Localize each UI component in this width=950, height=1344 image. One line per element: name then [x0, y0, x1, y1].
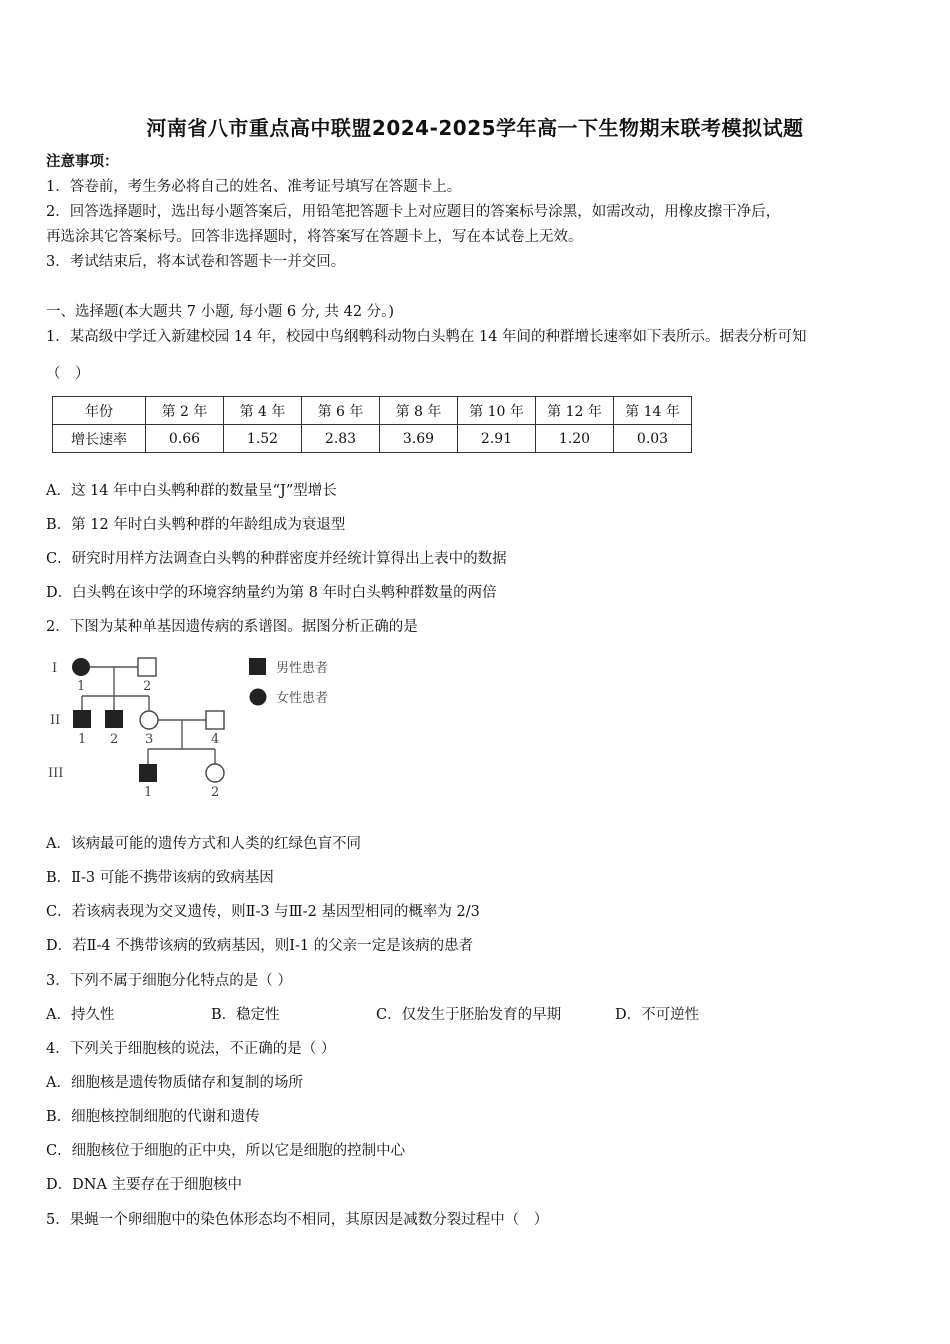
table-row [53, 397, 692, 425]
pedigree-unaffected-male [206, 711, 224, 729]
table-header-cell: 第 12 年 [536, 397, 614, 425]
table-cell: 2.91 [458, 425, 536, 453]
generation-label-2: II [50, 713, 61, 728]
pedigree-number: 3 [145, 732, 154, 747]
table-cell: 2.83 [302, 425, 380, 453]
q2-option-d: D．若Ⅱ-4 不携带该病的致病基因，则Ⅰ-1 的父亲一定是该病的患者 [46, 938, 474, 954]
pedigree-affected-male [73, 710, 91, 728]
page-title: 河南省八市重点高中联盟2024-2025学年高一下生物期末联考模拟试题 [146, 116, 804, 140]
table-cell: 0.66 [146, 425, 224, 453]
pedigree-unaffected-female [140, 711, 158, 729]
q2-stem: 2．下图为某种单基因遗传病的系谱图。据图分析正确的是 [46, 619, 418, 635]
legend-male-symbol [249, 658, 266, 675]
q4-option-b: B．细胞核控制细胞的代谢和遗传 [46, 1109, 260, 1125]
table-header-cell: 第 14 年 [614, 397, 692, 425]
pedigree-number: 2 [110, 732, 119, 747]
q1-stem: 1．某高级中学迁入新建校园 14 年，校园中鸟纲鹎科动物白头鹎在 14 年间的种群增长速率如下表所示。据表分析可知 [46, 329, 807, 345]
pedigree-affected-male [105, 710, 123, 728]
table-header-cell: 第 4 年 [224, 397, 302, 425]
pedigree-unaffected-male [138, 658, 156, 676]
generation-label-1: I [52, 661, 58, 676]
table-row [53, 425, 692, 453]
q3-option-d: D．不可逆性 [615, 1007, 700, 1023]
q4-option-a: A．细胞核是遗传物质储存和复制的场所 [46, 1075, 303, 1091]
legend-female-label: 女性患者 [276, 691, 329, 706]
table-header-cell: 第 6 年 [302, 397, 380, 425]
pedigree-number: 2 [143, 679, 152, 694]
pedigree-unaffected-female [206, 764, 224, 782]
notice-item: 再选涂其它答案标号。回答非选择题时，将答案写在答题卡上，写在本试卷上无效。 [46, 229, 583, 245]
table-cell: 1.52 [224, 425, 302, 453]
q3-stem: 3．下列不属于细胞分化特点的是（ ） [46, 973, 292, 989]
q4-option-c: C．细胞核位于细胞的正中央，所以它是细胞的控制中心 [46, 1143, 406, 1159]
pedigree-number: 1 [77, 679, 86, 694]
notice-item: 3．考试结束后，将本试卷和答题卡一并交回。 [46, 254, 346, 270]
q1-option-a: A．这 14 年中白头鹎种群的数量呈“J”型增长 [46, 483, 337, 499]
q1-option-c: C．研究时用样方法调查白头鹎的种群密度并经统计算得出上表中的数据 [46, 551, 507, 567]
q4-option-d: D．DNA 主要存在于细胞核中 [46, 1177, 243, 1193]
q3-option-b: B．稳定性 [211, 1007, 280, 1023]
section-heading: 一、选择题(本大题共 7 小题, 每小题 6 分, 共 42 分。) [46, 304, 395, 320]
table-header-cell: 第 2 年 [146, 397, 224, 425]
pedigree-affected-male [139, 764, 157, 782]
table-cell: 1.20 [536, 425, 614, 453]
q2-option-c: C．若该病表现为交叉遗传，则Ⅱ-3 与Ⅲ-2 基因型相同的概率为 2/3 [46, 904, 480, 920]
table-cell: 0.03 [614, 425, 692, 453]
table-header-cell: 第 8 年 [380, 397, 458, 425]
table-header-cell: 年份 [53, 397, 146, 425]
q2-option-a: A．该病最可能的遗传方式和人类的红绿色盲不同 [46, 836, 361, 852]
table-header-cell: 第 10 年 [458, 397, 536, 425]
legend-male-label: 男性患者 [276, 661, 329, 676]
notice-item: 1．答卷前，考生务必将自己的姓名、准考证号填写在答题卡上。 [46, 179, 462, 195]
q3-option-a: A．持久性 [46, 1007, 115, 1023]
pedigree-number: 1 [144, 785, 153, 800]
q5-stem: 5．果蝇一个卵细胞中的染色体形态均不相同，其原因是减数分裂过程中（ ） [46, 1212, 549, 1228]
q1-option-d: D．白头鹎在该中学的环境容纳量约为第 8 年时白头鹎种群数量的两倍 [46, 585, 497, 601]
q2-option-b: B．Ⅱ-3 可能不携带该病的致病基因 [46, 870, 274, 886]
q1-blank: （ ） [46, 366, 90, 382]
table-cell: 3.69 [380, 425, 458, 453]
pedigree-affected-female [72, 658, 90, 676]
q1-option-b: B．第 12 年时白头鹎种群的年龄组成为衰退型 [46, 517, 346, 533]
q4-stem: 4．下列关于细胞核的说法，不正确的是（ ） [46, 1041, 336, 1057]
legend-female-symbol [250, 689, 267, 706]
pedigree-number: 2 [211, 785, 220, 800]
generation-label-3: III [48, 766, 64, 781]
notice-heading: 注意事项： [46, 153, 119, 170]
notice-item: 2．回答选择题时，选出每小题答案后，用铅笔把答题卡上对应题目的答案标号涂黑，如需改动，用橡皮擦干净后， [46, 204, 781, 220]
pedigree-chart [46, 650, 366, 805]
growth-rate-table [52, 396, 692, 453]
q3-option-c: C．仅发生于胚胎发育的早期 [376, 1007, 562, 1023]
pedigree-number: 1 [78, 732, 87, 747]
pedigree-number: 4 [211, 732, 220, 747]
table-cell: 增长速率 [53, 425, 146, 453]
